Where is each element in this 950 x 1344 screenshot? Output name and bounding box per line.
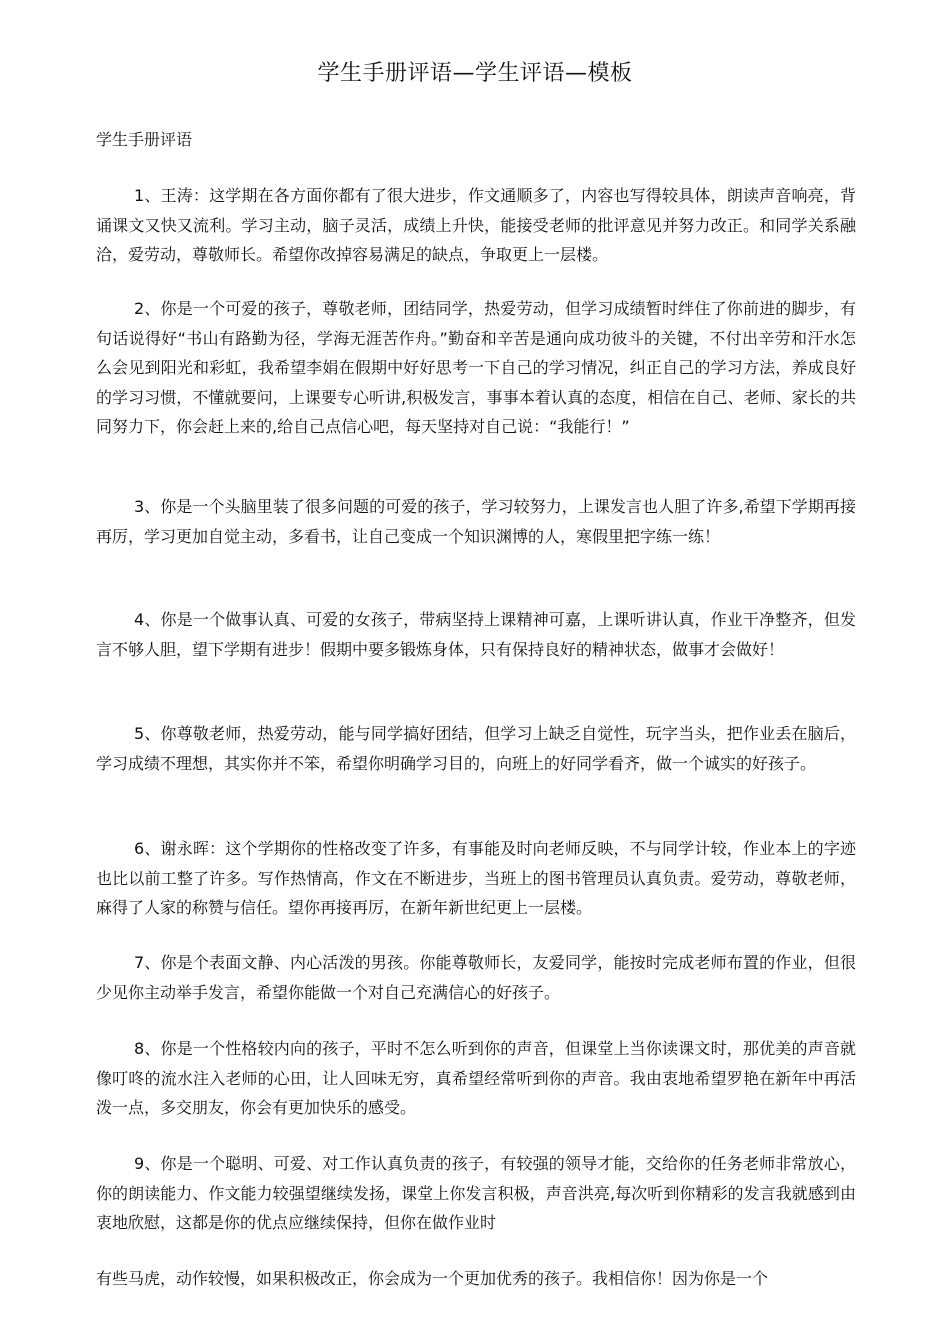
comment-paragraph-continuation: 有些马虎，动作较慢，如果积极改正，你会成为一个更加优秀的孩子。我相信你！因为你是一个 [96,1269,769,1288]
comment-paragraph-6: 6、谢永晖：这个学期你的性格改变了许多，有事能及时向老师反映，不与同学计较，作业本上的字迹也比以前工整了许多。写作热情高，作文在不断进步，当班上的图书管理员认真负责。爱劳动，尊敬老师，麻得了人家的称赞与信任。望你再接再厉，在新年新世纪更上一层楼。 [96,839,856,917]
comment-paragraph-7: 7、你是个表面文静、内心活泼的男孩。你能尊敬师长，友爱同学，能按时完成老师布置的作业，但很少见你主动举手发言，希望你能做一个对自己充满信心的好孩子。 [96,953,856,1002]
document-title: 学生手册评语—学生评语—模板 [317,61,633,86]
document-subtitle: 学生手册评语 [96,130,193,149]
comment-paragraph-5: 5、你尊敬老师，热爱劳动，能与同学搞好团结，但学习上缺乏自觉性，玩字当头，把作业丢在脑后，学习成绩不理想，其实你并不笨，希望你明确学习目的，向班上的好同学看齐，做一个诚实的好孩子。 [96,724,856,773]
comment-paragraph-3: 3、你是一个头脑里装了很多问题的可爱的孩子，学习较努力，上课发言也人胆了许多,希望下学期再接再厉，学习更加自觉主动，多看书，让自己变成一个知识渊博的人，寒假里把字练一练！ [96,497,856,546]
comment-paragraph-9: 9、你是一个聪明、可爱、对工作认真负责的孩子，有较强的领导才能，交给你的任务老师非常放心，你的朗读能力、作文能力较强望继续发扬，课堂上你发言积极，声音洪亮,每次听到你精彩的发言我就感到由衷地欣慰，这都是你的优点应继续保持，但你在做作业时 [96,1154,856,1232]
comment-paragraph-1: 1、王涛：这学期在各方面你都有了很大进步，作文通顺多了，内容也写得较具体，朗读声音响亮，背诵课文又快又流利。学习主动，脑子灵活，成绩上升快，能接受老师的批评意见并努力改正。和同学关系融洽，爱劳动，尊敬师长。希望你改掉容易满足的缺点，争取更上一层楼。 [96,186,856,264]
comment-paragraph-2: 2、你是一个可爱的孩子，尊敬老师，团结同学，热爱劳动，但学习成绩暂时绊住了你前进的脚步，有句话说得好“书山有路勤为径，学海无涯苦作舟。”勤奋和辛苦是通向成功彼斗的关键，不付出辛劳和汗水怎么会见到阳光和彩虹，我希望李娟在假期中好好思考一下自己的学习情况，纠正自己的学习方法，养成良好的学习习惯，不懂就要问，上课要专心听讲,积极发言，事事本着认真的态度，相信在自己、老师、家长的共同努力下，你会赶上来的,给自己点信心吧，每天坚持对自己说：“我能行！” [96,299,856,436]
comment-paragraph-8: 8、你是一个性格较内向的孩子，平时不怎么听到你的声音，但课堂上当你读课文时，那优美的声音就像叮咚的流水注入老师的心田，让人回味无穷，真希望经常听到你的声音。我由衷地希望罗艳在新年中再活泼一点，多交朋友，你会有更加快乐的感受。 [96,1039,856,1117]
comment-paragraph-4: 4、你是一个做事认真、可爱的女孩子，带病坚持上课精神可嘉，上课听讲认真，作业干净整齐，但发言不够人胆，望下学期有进步！假期中要多锻炼身体，只有保持良好的精神状态，做事才会做好！ [96,610,856,659]
